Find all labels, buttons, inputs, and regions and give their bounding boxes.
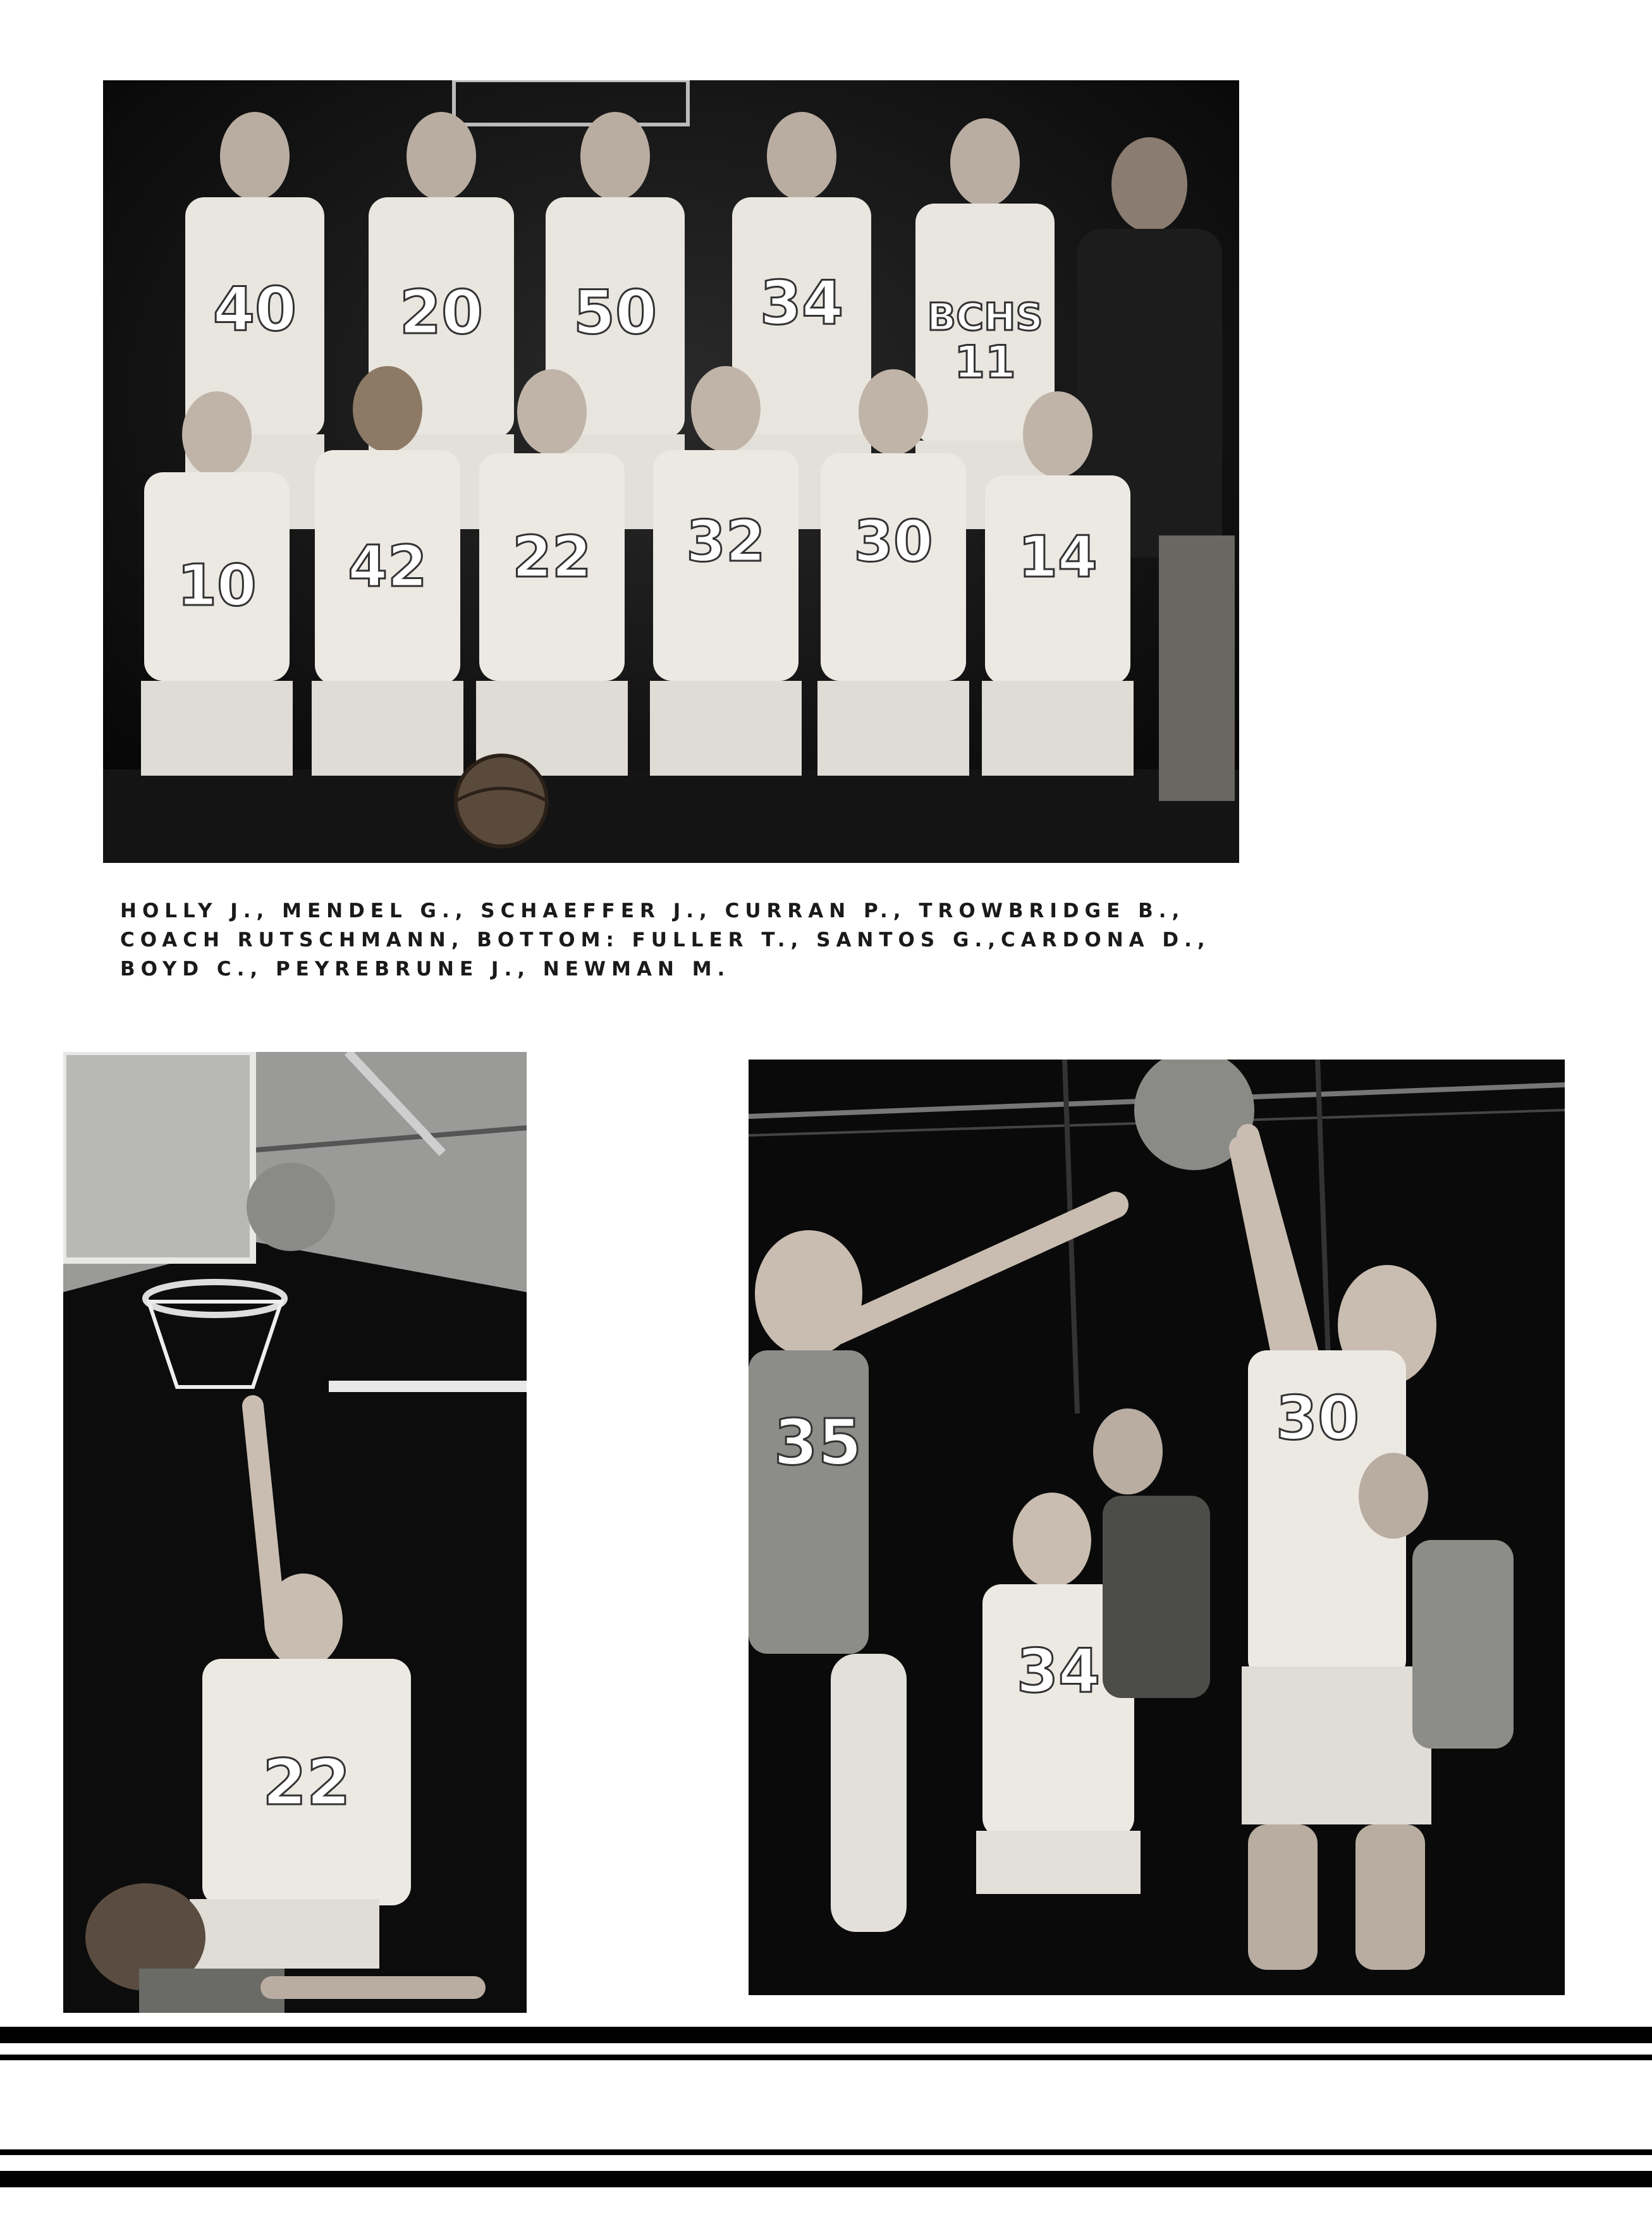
jersey-letters: BCHS xyxy=(927,295,1043,339)
basketball xyxy=(247,1163,335,1251)
jersey-number: 20 xyxy=(399,278,484,348)
rebound-photo-illustration xyxy=(749,1060,1565,1995)
jersey-number: 30 xyxy=(1275,1384,1360,1453)
jersey-number: 14 xyxy=(1018,524,1098,590)
photo-caption xyxy=(120,896,1359,984)
bottom-border-thin-1 xyxy=(0,2055,1652,2060)
jersey-number: 35 xyxy=(774,1405,862,1479)
backboard xyxy=(63,1052,253,1261)
jersey-number: 10 xyxy=(177,553,257,619)
basketball xyxy=(456,755,547,846)
caption-line-3: BOYD C., PEYREBRUNE J., NEWMAN M. xyxy=(120,958,731,981)
bottom-border-thick-2 xyxy=(0,2171,1652,2187)
rebound-photo xyxy=(749,1060,1565,1995)
caption-line-1: HOLLY J., MENDEL G., SCHAEFFER J., CURRAN P., TROWBRIDGE B., xyxy=(120,900,1185,922)
layup-photo-illustration xyxy=(63,1052,527,2013)
jersey-number: 34 xyxy=(1016,1637,1101,1706)
jersey-number: 42 xyxy=(348,534,427,600)
jersey-number: 30 xyxy=(854,508,933,575)
jersey-number: 50 xyxy=(573,278,658,348)
jersey-number: 22 xyxy=(262,1745,351,1819)
jersey-number: 22 xyxy=(512,524,592,590)
layup-photo xyxy=(63,1052,527,2013)
opponent-right-head xyxy=(1359,1453,1428,1539)
team-photo xyxy=(103,80,1239,863)
team-photo-illustration xyxy=(103,80,1239,863)
jersey-number: 34 xyxy=(759,269,844,338)
bottom-border-thick-1 xyxy=(0,2027,1652,2043)
jersey-number: 32 xyxy=(686,508,766,575)
jersey-number: 11 xyxy=(954,336,1016,388)
jersey-number: 40 xyxy=(212,275,297,345)
caption-line-2: COACH RUTSCHMANN, BOTTOM: FULLER T., SANTOS G.,CARDONA D., xyxy=(120,929,1211,951)
bottom-border-thin-2 xyxy=(0,2149,1652,2155)
